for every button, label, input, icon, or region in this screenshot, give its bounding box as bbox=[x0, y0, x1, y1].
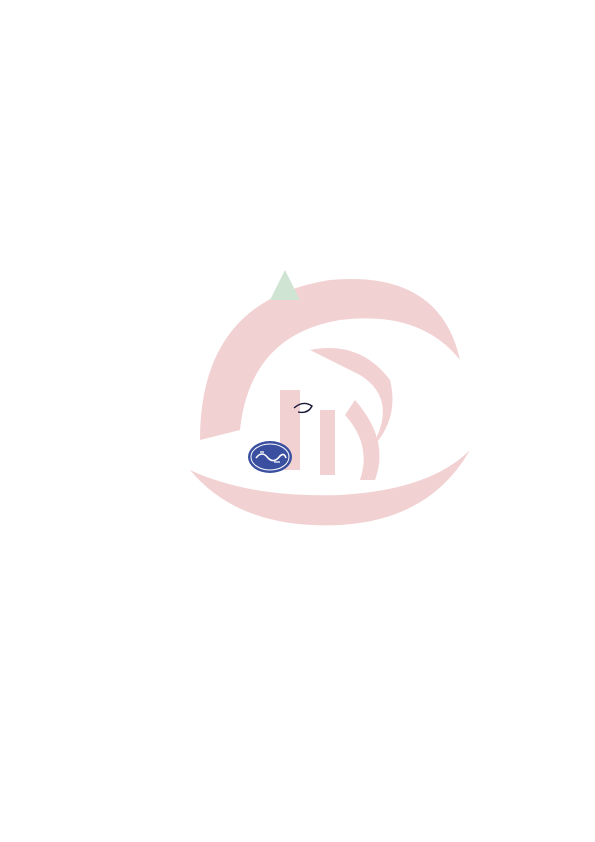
handwritten-mark bbox=[290, 398, 316, 416]
ornamental-border-bottom bbox=[0, 812, 595, 842]
ornamental-border-top bbox=[0, 0, 595, 30]
ornamental-border-left bbox=[0, 0, 30, 842]
ornamental-border-right bbox=[565, 0, 595, 842]
watermark-emblem bbox=[160, 240, 480, 540]
official-stamp-icon bbox=[246, 438, 294, 476]
